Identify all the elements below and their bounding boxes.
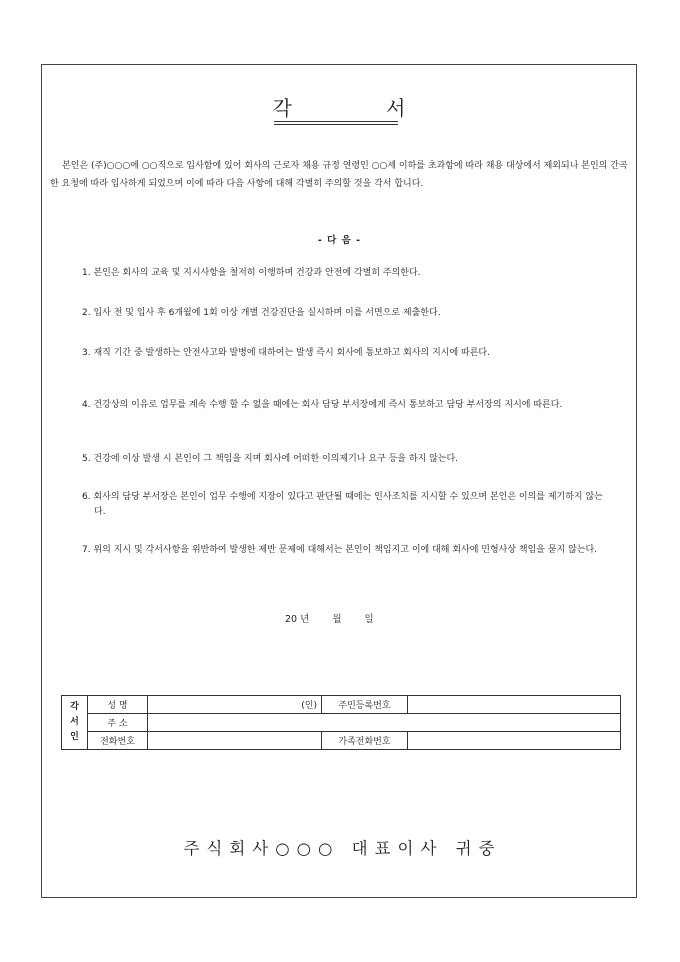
signer-info-table	[61, 695, 621, 750]
id-number-label: 주민등록번호	[322, 696, 408, 714]
clause-item: 1. 본인은 회사의 교육 및 지시사항을 철저히 이행하며 건강과 안전에 각별히 주의한다.	[82, 268, 421, 278]
date-month: 월	[332, 614, 342, 625]
intro-paragraph: 본인은 (주)○○○에 ○○직으로 입사함에 있어 회사의 근로자 채용 규정 연령인 ○○세 이하를 초과함에 따라 채용 대상에서 제외되나 본인의 간곡한 요청에 따라 입사하게 되었으며 이에 따라 다음 사항에 대해 각별히 주의할 것을 각서 합니다.	[50, 161, 628, 189]
address-field[interactable]	[148, 714, 621, 732]
date-line	[285, 611, 394, 625]
phone-label: 전화번호	[88, 732, 148, 750]
date-year: 20 년	[285, 614, 310, 625]
clause-item: 2. 입사 전 및 입사 후 6개월에 1회 이상 개별 건강진단을 실시하며 이를 서면으로 제출한다.	[82, 308, 441, 318]
section-heading: - 다 음 -	[317, 235, 361, 246]
seal-label: (인)	[301, 701, 317, 711]
document-title: 각 서	[272, 96, 450, 120]
addressee-footer: 주식회사○○○ 대표이사 귀중	[183, 839, 502, 858]
phone-field[interactable]	[148, 732, 322, 750]
clause-item: 5. 건강에 이상 발생 시 본인이 그 책임을 지며 회사에 어떠한 이의제기나 요구 등을 하지 않는다.	[82, 454, 459, 464]
clause-item: 7. 위의 지시 및 각서사항을 위반하여 발생한 제반 문제에 대해서는 본인이 책임지고 이에 대해 회사에 민형사상 책임을 묻지 않는다.	[82, 545, 598, 555]
title-underline-top	[274, 121, 398, 122]
address-label: 주 소	[88, 714, 148, 732]
name-field[interactable]	[148, 696, 322, 714]
clause-item: 3. 재직 기간 중 발생하는 안전사고와 발병에 대하여는 발생 즉시 회사에 통보하고 회사의 지시에 따른다.	[82, 348, 490, 358]
document-page	[41, 64, 637, 898]
family-phone-field[interactable]	[408, 732, 621, 750]
family-phone-label: 가족전화번호	[322, 732, 408, 750]
id-number-field[interactable]	[408, 696, 621, 714]
title-underline-bottom	[274, 124, 398, 125]
clause-item: 6. 회사의 담당 부서장은 본인이 업무 수행에 지장이 있다고 판단될 때에는 인사조치를 지시할 수 있으며 본인은 이의를 제기하지 않는다.	[82, 492, 603, 517]
signer-side-label: 각 서 인	[62, 696, 88, 750]
clause-item: 4. 건강상의 이유로 업무를 계속 수행 할 수 없을 때에는 회사 담당 부서장에게 즉시 통보하고 담당 부서장의 지시에 따른다.	[82, 400, 563, 410]
name-label: 성 명	[88, 696, 148, 714]
date-day: 일	[364, 614, 374, 625]
